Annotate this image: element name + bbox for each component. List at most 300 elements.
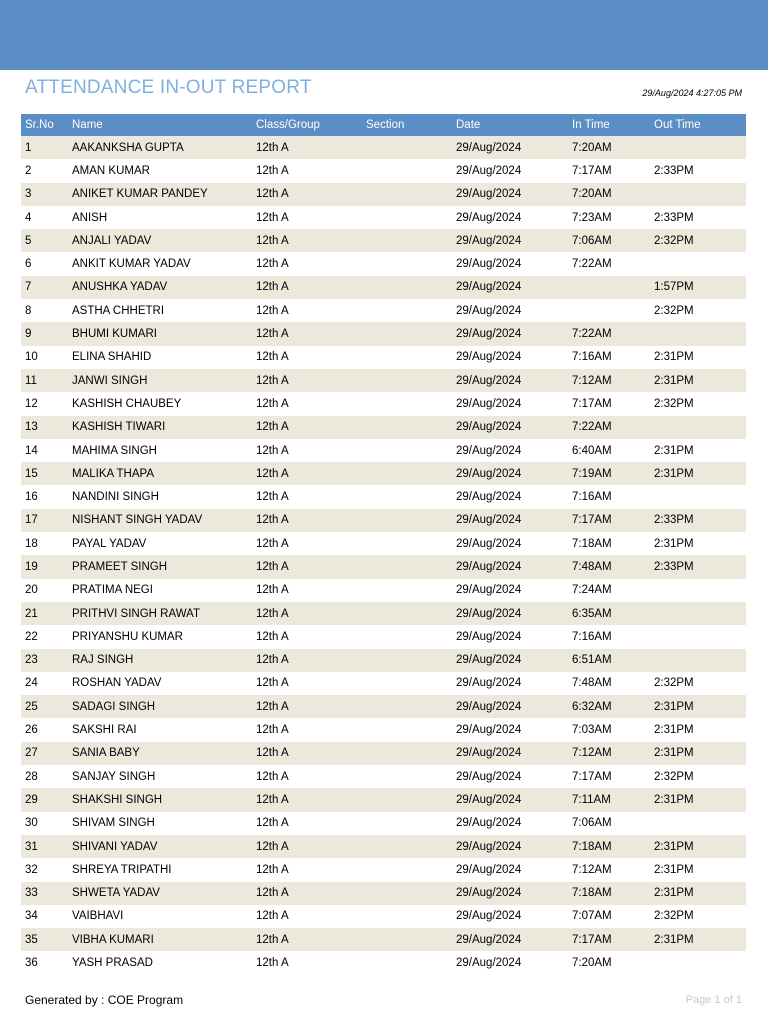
cell-sr-no: 20: [21, 579, 68, 602]
cell-out-time: 2:33PM: [650, 509, 746, 532]
cell-name: SANJAY SINGH: [68, 765, 252, 788]
footer-page-number: Page 1 of 1: [685, 994, 742, 1006]
cell-in-time: 7:48AM: [568, 672, 650, 695]
cell-date: 29/Aug/2024: [452, 229, 568, 252]
cell-sr-no: 24: [21, 672, 68, 695]
cell-out-time: 2:31PM: [650, 928, 746, 951]
table-row: [21, 206, 746, 229]
cell-section: [362, 882, 452, 905]
cell-section: [362, 718, 452, 741]
cell-in-time: 7:19AM: [568, 462, 650, 485]
cell-name: PAYAL YADAV: [68, 532, 252, 555]
cell-date: 29/Aug/2024: [452, 532, 568, 555]
cell-out-time: 2:31PM: [650, 695, 746, 718]
cell-sr-no: 32: [21, 858, 68, 881]
cell-name: SHREYA TRIPATHI: [68, 858, 252, 881]
table-row: [21, 905, 746, 928]
cell-out-time: 2:31PM: [650, 835, 746, 858]
cell-sr-no: 31: [21, 835, 68, 858]
table-row: [21, 788, 746, 811]
cell-sr-no: 11: [21, 369, 68, 392]
table-row: [21, 462, 746, 485]
cell-name: SADAGI SINGH: [68, 695, 252, 718]
cell-in-time: 7:06AM: [568, 812, 650, 835]
cell-section: [362, 951, 452, 974]
cell-in-time: 7:11AM: [568, 788, 650, 811]
cell-date: 29/Aug/2024: [452, 625, 568, 648]
table-row: [21, 649, 746, 672]
cell-name: VIBHA KUMARI: [68, 928, 252, 951]
cell-section: [362, 788, 452, 811]
cell-class-group: 12th A: [252, 369, 362, 392]
table-row: [21, 532, 746, 555]
cell-date: 29/Aug/2024: [452, 672, 568, 695]
header-date: Date: [452, 114, 568, 136]
cell-out-time: 1:57PM: [650, 276, 746, 299]
table-row: [21, 392, 746, 415]
cell-class-group: 12th A: [252, 346, 362, 369]
table-row: [21, 485, 746, 508]
top-banner: [0, 0, 768, 70]
cell-date: 29/Aug/2024: [452, 206, 568, 229]
cell-in-time: 7:17AM: [568, 509, 650, 532]
table-row: [21, 229, 746, 252]
cell-class-group: 12th A: [252, 159, 362, 182]
table-row: [21, 718, 746, 741]
cell-in-time: 6:51AM: [568, 649, 650, 672]
table-row: [21, 695, 746, 718]
cell-class-group: 12th A: [252, 555, 362, 578]
cell-date: 29/Aug/2024: [452, 485, 568, 508]
cell-sr-no: 5: [21, 229, 68, 252]
cell-date: 29/Aug/2024: [452, 392, 568, 415]
cell-name: YASH PRASAD: [68, 951, 252, 974]
cell-in-time: 7:17AM: [568, 928, 650, 951]
table-body: [21, 136, 746, 975]
header-sr-no: Sr.No: [21, 114, 68, 136]
cell-date: 29/Aug/2024: [452, 579, 568, 602]
cell-name: KASHISH CHAUBEY: [68, 392, 252, 415]
cell-section: [362, 276, 452, 299]
cell-section: [362, 649, 452, 672]
cell-section: [362, 579, 452, 602]
cell-name: RAJ SINGH: [68, 649, 252, 672]
table-row: [21, 439, 746, 462]
cell-out-time: 2:31PM: [650, 742, 746, 765]
cell-sr-no: 1: [21, 136, 68, 159]
cell-class-group: 12th A: [252, 485, 362, 508]
cell-section: [362, 369, 452, 392]
cell-date: 29/Aug/2024: [452, 928, 568, 951]
cell-sr-no: 4: [21, 206, 68, 229]
cell-in-time: 7:24AM: [568, 579, 650, 602]
cell-section: [362, 416, 452, 439]
attendance-table: [21, 114, 746, 975]
cell-out-time: [650, 579, 746, 602]
cell-section: [362, 532, 452, 555]
cell-class-group: 12th A: [252, 718, 362, 741]
footer-generated-by: Generated by : COE Program: [25, 993, 184, 1007]
cell-section: [362, 928, 452, 951]
cell-date: 29/Aug/2024: [452, 718, 568, 741]
cell-class-group: 12th A: [252, 416, 362, 439]
cell-sr-no: 19: [21, 555, 68, 578]
cell-name: SHIVANI YADAV: [68, 835, 252, 858]
cell-date: 29/Aug/2024: [452, 951, 568, 974]
cell-sr-no: 27: [21, 742, 68, 765]
cell-name: ASTHA CHHETRI: [68, 299, 252, 322]
cell-class-group: 12th A: [252, 206, 362, 229]
cell-date: 29/Aug/2024: [452, 252, 568, 275]
header-out-time: Out Time: [650, 114, 746, 136]
table-row: [21, 579, 746, 602]
header-section: Section: [362, 114, 452, 136]
cell-sr-no: 35: [21, 928, 68, 951]
cell-date: 29/Aug/2024: [452, 462, 568, 485]
cell-class-group: 12th A: [252, 252, 362, 275]
cell-date: 29/Aug/2024: [452, 439, 568, 462]
cell-date: 29/Aug/2024: [452, 136, 568, 159]
cell-class-group: 12th A: [252, 462, 362, 485]
report-generated-datetime: 29/Aug/2024 4:27:05 PM: [642, 88, 742, 98]
table-row: [21, 602, 746, 625]
table-row: [21, 812, 746, 835]
table-row: [21, 159, 746, 182]
cell-section: [362, 905, 452, 928]
cell-sr-no: 8: [21, 299, 68, 322]
cell-date: 29/Aug/2024: [452, 765, 568, 788]
cell-date: 29/Aug/2024: [452, 159, 568, 182]
report-title: ATTENDANCE IN-OUT REPORT: [25, 77, 312, 98]
table-row: [21, 858, 746, 881]
cell-name: PRATIMA NEGI: [68, 579, 252, 602]
cell-out-time: 2:31PM: [650, 439, 746, 462]
cell-class-group: 12th A: [252, 392, 362, 415]
cell-class-group: 12th A: [252, 812, 362, 835]
cell-out-time: [650, 183, 746, 206]
cell-class-group: 12th A: [252, 136, 362, 159]
cell-section: [362, 322, 452, 345]
cell-section: [362, 602, 452, 625]
cell-class-group: 12th A: [252, 788, 362, 811]
cell-section: [362, 462, 452, 485]
table-row: [21, 299, 746, 322]
table-row: [21, 742, 746, 765]
header-class-group: Class/Group: [252, 114, 362, 136]
cell-section: [362, 346, 452, 369]
cell-date: 29/Aug/2024: [452, 602, 568, 625]
cell-out-time: 2:31PM: [650, 346, 746, 369]
cell-out-time: [650, 136, 746, 159]
cell-name: SHWETA YADAV: [68, 882, 252, 905]
cell-date: 29/Aug/2024: [452, 346, 568, 369]
cell-in-time: 7:16AM: [568, 625, 650, 648]
cell-section: [362, 672, 452, 695]
cell-sr-no: 18: [21, 532, 68, 555]
cell-out-time: 2:31PM: [650, 882, 746, 905]
cell-sr-no: 21: [21, 602, 68, 625]
table-row: [21, 951, 746, 974]
cell-class-group: 12th A: [252, 439, 362, 462]
cell-in-time: 6:35AM: [568, 602, 650, 625]
cell-out-time: 2:32PM: [650, 765, 746, 788]
cell-date: 29/Aug/2024: [452, 788, 568, 811]
cell-out-time: 2:31PM: [650, 532, 746, 555]
cell-date: 29/Aug/2024: [452, 835, 568, 858]
cell-in-time: 7:17AM: [568, 159, 650, 182]
cell-class-group: 12th A: [252, 928, 362, 951]
cell-in-time: 7:23AM: [568, 206, 650, 229]
cell-section: [362, 625, 452, 648]
cell-name: ELINA SHAHID: [68, 346, 252, 369]
cell-date: 29/Aug/2024: [452, 812, 568, 835]
cell-name: PRAMEET SINGH: [68, 555, 252, 578]
cell-sr-no: 30: [21, 812, 68, 835]
cell-out-time: 2:32PM: [650, 229, 746, 252]
cell-in-time: 7:07AM: [568, 905, 650, 928]
cell-sr-no: 12: [21, 392, 68, 415]
table-row: [21, 183, 746, 206]
cell-class-group: 12th A: [252, 765, 362, 788]
cell-date: 29/Aug/2024: [452, 649, 568, 672]
cell-date: 29/Aug/2024: [452, 299, 568, 322]
table-row: [21, 252, 746, 275]
cell-name: JANWI SINGH: [68, 369, 252, 392]
cell-name: MALIKA THAPA: [68, 462, 252, 485]
cell-section: [362, 812, 452, 835]
cell-section: [362, 299, 452, 322]
cell-in-time: 7:20AM: [568, 951, 650, 974]
cell-class-group: 12th A: [252, 649, 362, 672]
cell-sr-no: 2: [21, 159, 68, 182]
cell-class-group: 12th A: [252, 229, 362, 252]
cell-class-group: 12th A: [252, 951, 362, 974]
table-row: [21, 928, 746, 951]
table-row: [21, 835, 746, 858]
cell-date: 29/Aug/2024: [452, 555, 568, 578]
cell-out-time: 2:31PM: [650, 858, 746, 881]
cell-sr-no: 16: [21, 485, 68, 508]
cell-in-time: 7:06AM: [568, 229, 650, 252]
table-row: [21, 765, 746, 788]
cell-name: ANIKET KUMAR PANDEY: [68, 183, 252, 206]
cell-out-time: 2:31PM: [650, 788, 746, 811]
cell-date: 29/Aug/2024: [452, 276, 568, 299]
table-row: [21, 672, 746, 695]
cell-class-group: 12th A: [252, 509, 362, 532]
cell-name: SAKSHI RAI: [68, 718, 252, 741]
cell-in-time: 7:22AM: [568, 252, 650, 275]
cell-date: 29/Aug/2024: [452, 416, 568, 439]
table-header-row: [21, 114, 746, 136]
cell-section: [362, 858, 452, 881]
cell-in-time: 7:17AM: [568, 765, 650, 788]
cell-class-group: 12th A: [252, 276, 362, 299]
cell-sr-no: 13: [21, 416, 68, 439]
cell-section: [362, 252, 452, 275]
cell-out-time: [650, 602, 746, 625]
cell-name: ANISH: [68, 206, 252, 229]
cell-class-group: 12th A: [252, 322, 362, 345]
cell-sr-no: 36: [21, 951, 68, 974]
cell-section: [362, 229, 452, 252]
cell-out-time: 2:32PM: [650, 905, 746, 928]
cell-section: [362, 206, 452, 229]
cell-date: 29/Aug/2024: [452, 183, 568, 206]
cell-class-group: 12th A: [252, 695, 362, 718]
cell-sr-no: 25: [21, 695, 68, 718]
cell-in-time: [568, 299, 650, 322]
cell-section: [362, 392, 452, 415]
cell-section: [362, 183, 452, 206]
cell-class-group: 12th A: [252, 905, 362, 928]
table-row: [21, 416, 746, 439]
cell-out-time: 2:33PM: [650, 159, 746, 182]
cell-out-time: 2:32PM: [650, 672, 746, 695]
cell-out-time: 2:33PM: [650, 555, 746, 578]
cell-in-time: 7:22AM: [568, 416, 650, 439]
cell-sr-no: 7: [21, 276, 68, 299]
cell-sr-no: 34: [21, 905, 68, 928]
cell-class-group: 12th A: [252, 858, 362, 881]
cell-date: 29/Aug/2024: [452, 858, 568, 881]
cell-out-time: 2:31PM: [650, 718, 746, 741]
cell-in-time: 7:16AM: [568, 346, 650, 369]
cell-out-time: [650, 416, 746, 439]
cell-in-time: 6:40AM: [568, 439, 650, 462]
table-row: [21, 509, 746, 532]
cell-out-time: [650, 649, 746, 672]
cell-section: [362, 765, 452, 788]
cell-name: SANIA BABY: [68, 742, 252, 765]
cell-out-time: [650, 252, 746, 275]
cell-class-group: 12th A: [252, 602, 362, 625]
cell-sr-no: 9: [21, 322, 68, 345]
table-row: [21, 136, 746, 159]
table-row: [21, 322, 746, 345]
cell-in-time: [568, 276, 650, 299]
cell-date: 29/Aug/2024: [452, 882, 568, 905]
cell-in-time: 7:22AM: [568, 322, 650, 345]
cell-out-time: [650, 625, 746, 648]
cell-class-group: 12th A: [252, 625, 362, 648]
table-row: [21, 625, 746, 648]
cell-name: AAKANKSHA GUPTA: [68, 136, 252, 159]
cell-sr-no: 17: [21, 509, 68, 532]
cell-in-time: 6:32AM: [568, 695, 650, 718]
cell-name: ROSHAN YADAV: [68, 672, 252, 695]
cell-in-time: 7:12AM: [568, 742, 650, 765]
cell-section: [362, 439, 452, 462]
cell-class-group: 12th A: [252, 532, 362, 555]
cell-out-time: 2:31PM: [650, 462, 746, 485]
cell-in-time: 7:18AM: [568, 532, 650, 555]
cell-date: 29/Aug/2024: [452, 322, 568, 345]
cell-in-time: 7:12AM: [568, 858, 650, 881]
cell-name: SHAKSHI SINGH: [68, 788, 252, 811]
cell-section: [362, 159, 452, 182]
cell-class-group: 12th A: [252, 672, 362, 695]
cell-sr-no: 22: [21, 625, 68, 648]
cell-sr-no: 14: [21, 439, 68, 462]
cell-name: NANDINI SINGH: [68, 485, 252, 508]
table-row: [21, 346, 746, 369]
cell-out-time: [650, 812, 746, 835]
header-in-time: In Time: [568, 114, 650, 136]
cell-class-group: 12th A: [252, 882, 362, 905]
cell-section: [362, 695, 452, 718]
cell-sr-no: 6: [21, 252, 68, 275]
cell-sr-no: 26: [21, 718, 68, 741]
cell-date: 29/Aug/2024: [452, 509, 568, 532]
cell-in-time: 7:18AM: [568, 882, 650, 905]
cell-name: MAHIMA SINGH: [68, 439, 252, 462]
cell-out-time: 2:32PM: [650, 392, 746, 415]
cell-in-time: 7:20AM: [568, 183, 650, 206]
cell-name: VAIBHAVI: [68, 905, 252, 928]
table-row: [21, 276, 746, 299]
cell-sr-no: 29: [21, 788, 68, 811]
cell-section: [362, 509, 452, 532]
cell-out-time: 2:33PM: [650, 206, 746, 229]
table-row: [21, 555, 746, 578]
cell-section: [362, 136, 452, 159]
cell-sr-no: 33: [21, 882, 68, 905]
cell-sr-no: 3: [21, 183, 68, 206]
cell-name: ANJALI YADAV: [68, 229, 252, 252]
cell-in-time: 7:17AM: [568, 392, 650, 415]
cell-name: ANUSHKA YADAV: [68, 276, 252, 299]
cell-date: 29/Aug/2024: [452, 369, 568, 392]
cell-class-group: 12th A: [252, 742, 362, 765]
cell-name: KASHISH TIWARI: [68, 416, 252, 439]
cell-in-time: 7:16AM: [568, 485, 650, 508]
cell-class-group: 12th A: [252, 183, 362, 206]
cell-out-time: 2:32PM: [650, 299, 746, 322]
cell-section: [362, 555, 452, 578]
cell-sr-no: 28: [21, 765, 68, 788]
cell-date: 29/Aug/2024: [452, 695, 568, 718]
cell-section: [362, 835, 452, 858]
cell-out-time: [650, 951, 746, 974]
cell-date: 29/Aug/2024: [452, 742, 568, 765]
cell-section: [362, 742, 452, 765]
cell-name: PRIYANSHU KUMAR: [68, 625, 252, 648]
cell-out-time: [650, 322, 746, 345]
cell-in-time: 7:12AM: [568, 369, 650, 392]
cell-name: ANKIT KUMAR YADAV: [68, 252, 252, 275]
cell-date: 29/Aug/2024: [452, 905, 568, 928]
cell-out-time: 2:31PM: [650, 369, 746, 392]
cell-in-time: 7:03AM: [568, 718, 650, 741]
table-row: [21, 882, 746, 905]
cell-in-time: 7:48AM: [568, 555, 650, 578]
cell-name: SHIVAM SINGH: [68, 812, 252, 835]
cell-name: NISHANT SINGH YADAV: [68, 509, 252, 532]
table-row: [21, 369, 746, 392]
cell-class-group: 12th A: [252, 579, 362, 602]
cell-in-time: 7:18AM: [568, 835, 650, 858]
cell-section: [362, 485, 452, 508]
header-name: Name: [68, 114, 252, 136]
cell-out-time: [650, 485, 746, 508]
cell-sr-no: 15: [21, 462, 68, 485]
cell-in-time: 7:20AM: [568, 136, 650, 159]
cell-sr-no: 10: [21, 346, 68, 369]
cell-name: PRITHVI SINGH RAWAT: [68, 602, 252, 625]
cell-sr-no: 23: [21, 649, 68, 672]
cell-name: AMAN KUMAR: [68, 159, 252, 182]
